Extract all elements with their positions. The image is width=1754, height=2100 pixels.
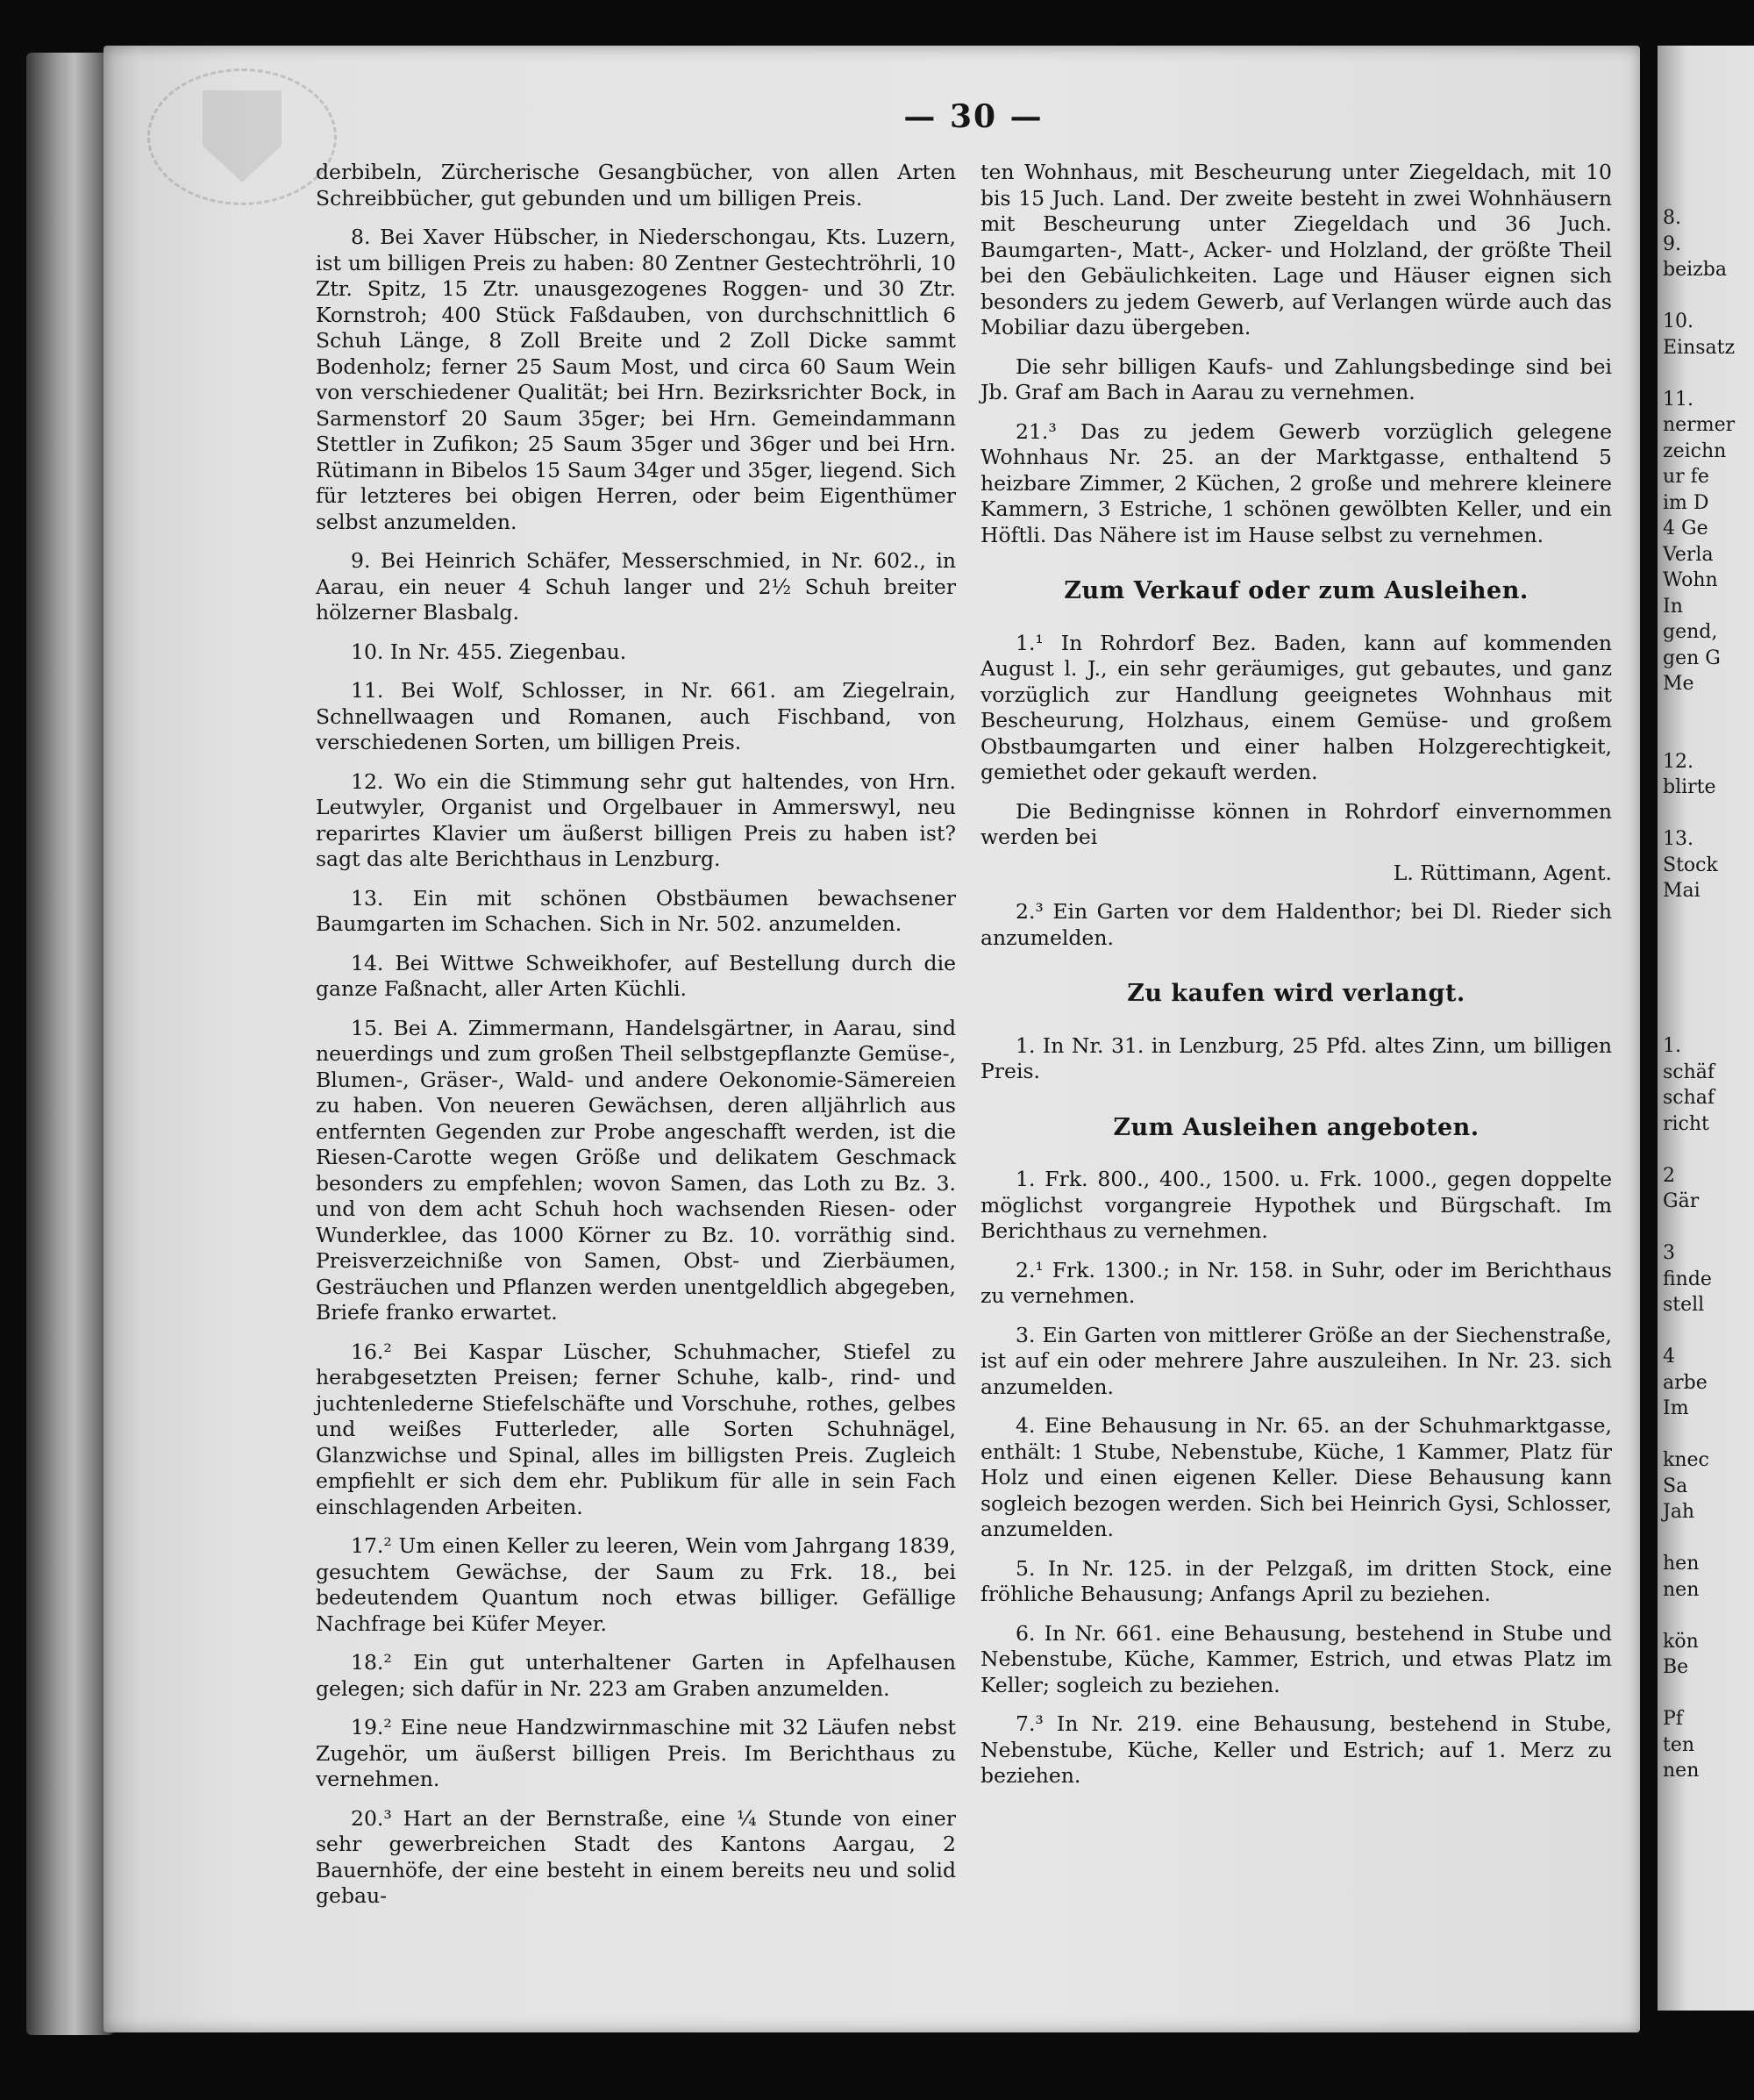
edge-text-line: 8. [1663, 207, 1681, 229]
edge-text-line [1663, 1215, 1735, 1241]
notice-paragraph: 8. Bei Xaver Hübscher, in Niederschongau, Kts. Luzern, ist um billigen Preis zu haben: 80 Zentner Gestechtröhrli, 10 Ztr. Spitz, 15 Ztr. unausgezogenes Roggen- und 30 Ztr. Kornstroh; 400 Stück Faßdauben, von durchschnittlich 6 Schuh Länge, 8 Zoll Breite und 2 Zoll Dicke sammt Bodenholz; ferner 25 Saum Most, und circa 60 Saum Wein von verschiedener Qualität; bei Hrn. Bezirksrichter Bock, in Sarmenstorf 20 Saum 35ger; bei Hrn. Gemeindammann Stettler in Zufikon; 25 Saum 35ger und 36ger und bei Hrn. Rütimann in Bibelos 15 Saum 34ger und 35ger, liegend. Sich für letzteres bei obigen Herren, oder beim Eigenthümer selbst anzumelden. [316, 225, 956, 534]
edge-text-line: knec [1663, 1449, 1709, 1471]
notice-paragraph: 15. Bei A. Zimmermann, Handelsgärtner, in Aarau, sind neuerdings und zum großen Theil selbstgepflanzte Gemüse-, Blumen-, Gräser-, Wald- und andere Oekonomie-Sämereien zu haben. Von neueren Gewächsen, deren alljährlich aus entfernten Gegenden zur Probe angeschafft werden, ist die Riesen-Carotte wegen Größe und delikatem Geschmack besonders zu empfehlen; wovon Samen, das Loth zu Bz. 3. und von dem acht Schuh hoch wachsenden Riesen- oder Wunderklee, das 1000 Körner zu Bz. 10. vorräthig sind. Preisverzeichniße von Samen, Obst- und Zierbäumen, Gesträuchen und Pflanzen werden unentgeldlich abgegeben, Briefe franko erwartet. [316, 1015, 956, 1325]
section-heading: Zum Ausleihen angeboten. [1113, 1113, 1479, 1141]
edge-text-line: nen [1663, 1578, 1700, 1601]
edge-text-line: 4 [1663, 1346, 1675, 1368]
edge-text-line: Mai [1663, 880, 1701, 902]
edge-text-line: stell [1663, 1294, 1705, 1316]
edge-text-line [1663, 1318, 1735, 1345]
edge-text-line: nen [1663, 1760, 1700, 1782]
edge-text-line: 12. [1663, 750, 1693, 773]
notice-paragraph: 7.³ In Nr. 219. eine Behausung, bestehend in Stube, Nebenstube, Küche, Keller und Estrich; auf 1. Merz zu beziehen. [980, 1711, 1612, 1788]
edge-text-line: Gär [1663, 1190, 1700, 1212]
edge-text-line [1663, 283, 1735, 310]
edge-text-line: schäf [1663, 1061, 1715, 1083]
edge-text-line [1663, 361, 1735, 387]
edge-text-line: Stock [1663, 854, 1718, 876]
edge-text-line: kön [1663, 1630, 1699, 1653]
edge-text-line: Verla [1663, 543, 1714, 566]
edge-text-line: 9. [1663, 232, 1681, 255]
edge-text-line: 3 [1663, 1242, 1675, 1264]
notice-paragraph: 2.³ Ein Garten vor dem Haldenthor; bei Dl. Rieder sich anzumelden. [980, 899, 1612, 950]
adjacent-page-text [1663, 205, 1735, 1784]
notice-paragraph: 13. Ein mit schönen Obstbäumen bewachsener Baumgarten im Schachen. Sich in Nr. 502. anzumelden. [316, 885, 956, 936]
left-column [316, 160, 956, 1923]
section-heading: Zum Verkauf oder zum Ausleihen. [1064, 577, 1529, 604]
edge-text-line [1663, 904, 1735, 931]
edge-text-line: 13. [1663, 828, 1693, 850]
notice-paragraph: 19.² Eine neue Handzwirnmaschine mit 32 Läufen nebst Zugehör, um äußerst billigen Preis. Im Berichthaus zu vernehmen. [316, 1715, 956, 1791]
edge-text-line: In [1663, 595, 1683, 618]
edge-text-line: gend, [1663, 621, 1718, 643]
edge-text-line [1663, 956, 1735, 982]
edge-text-line [1663, 1008, 1735, 1034]
edge-text-line [1663, 982, 1735, 1008]
edge-text-line [1663, 1603, 1735, 1629]
notice-paragraph: 1.¹ In Rohrdorf Bez. Baden, kann auf kommenden August l. J., ein sehr geräumiges, gut gebautes, und ganz vorzüglich zur Handlung geeignetes Wohnhaus mit Bescheurung, Holzhaus, einem Gemüse- und großem Obstbaumgarten und einer halben Holzgerechtigkeit, gemiethet oder gekauft werden. [980, 630, 1612, 784]
edge-text-line: nermer [1663, 414, 1736, 436]
adjacent-page-edge [1658, 46, 1754, 2011]
edge-text-line [1663, 1422, 1735, 1448]
notice-paragraph: 14. Bei Wittwe Schweikhofer, auf Bestellung durch die ganze Faßnacht, aller Arten Küchli. [316, 950, 956, 1001]
stamp-shield-icon [203, 90, 282, 182]
edge-text-line [1663, 723, 1735, 749]
notice-paragraph: 4. Eine Behausung in Nr. 65. an der Schuhmarktgasse, enthält: 1 Stube, Nebenstube, Küche, 1 Kammer, Platz für Holz und einen eigenen Keller. Diese Behausung kann sogleich bezogen werden. Sich bei Heinrich Gysi, Schlosser, anzumelden. [980, 1413, 1612, 1541]
notice-paragraph: 17.² Um einen Keller zu leeren, Wein vom Jahrgang 1839, gesuchtem Gewächse, der Saum zu Frk. 18., bei bedeutendem Quantum noch etwas billiger. Gefällige Nachfrage bei Küfer Meyer. [316, 1533, 956, 1636]
notice-paragraph: 18.² Ein gut unterhaltener Garten in Apfelhausen gelegen; sich dafür in Nr. 223 am Graben anzumelden. [316, 1650, 956, 1701]
notice-paragraph: 5. In Nr. 125. in der Pelzgaß, im dritten Stock, eine fröhliche Behausung; Anfangs April zu beziehen. [980, 1555, 1612, 1606]
edge-text-line: ten [1663, 1733, 1695, 1756]
notice-paragraph: 10. In Nr. 455. Ziegenbau. [351, 639, 627, 664]
edge-text-line: 10. [1663, 311, 1693, 332]
edge-text-line: ur fe [1663, 466, 1709, 488]
notice-paragraph: 1. Frk. 800., 400., 1500. u. Frk. 1000., gegen doppelte möglichst vorgangreie Hypothek und Bürgschaft. Im Berichthaus zu vernehmen. [980, 1167, 1612, 1243]
edge-text-line: zeichn [1663, 439, 1727, 462]
notice-paragraph: 2.¹ Frk. 1300.; in Nr. 158. in Suhr, oder im Berichthaus zu vernehmen. [980, 1257, 1612, 1308]
notice-paragraph: 12. Wo ein die Stimmung sehr gut haltendes, von Hrn. Leutwyler, Organist und Orgelbauer in Ammerswyl, neu reparirtes Klavier um äußerst billigen Preis zu haben ist? sagt das alte Berichthaus in Lenzburg. [316, 768, 956, 871]
notice-paragraph: 9. Bei Heinrich Schäfer, Messerschmied, in Nr. 602., in Aarau, ein neuer 4 Schuh langer und 2½ Schuh breiter hölzerner Blasbalg. [316, 548, 956, 625]
notice-paragraph: Die Bedingnisse können in Rohrdorf einvernommen werden bei [980, 798, 1612, 849]
middle-column [980, 160, 1612, 1803]
edge-text-line: hen [1663, 1553, 1700, 1575]
book-spine [26, 53, 114, 2035]
edge-text-line [1663, 1681, 1735, 1707]
edge-text-line [1663, 697, 1735, 724]
notice-paragraph: Die sehr billigen Kaufs- und Zahlungsbedinge sind bei Jb. Graf am Bach in Aarau zu vernehmen. [980, 354, 1612, 404]
notice-paragraph: 3. Ein Garten von mittlerer Größe an der Siechenstraße, ist auf ein oder mehrere Jahre auszuleihen. In Nr. 23. sich anzumelden. [980, 1322, 1612, 1399]
edge-text-line: Einsatz [1663, 336, 1736, 359]
edge-text-line [1663, 1137, 1735, 1163]
edge-text-line: finde [1663, 1268, 1712, 1290]
signature-line: L. Rüttimann, Agent. [1393, 860, 1612, 885]
edge-text-line [1663, 1525, 1735, 1552]
edge-text-line: 4 Ge [1663, 518, 1708, 539]
edge-text-line: blirte [1663, 776, 1716, 798]
edge-text-line: Me [1663, 673, 1694, 695]
notice-paragraph: derbibeln, Zürcherische Gesangbücher, von allen Arten Schreibbücher, gut gebunden und um billigen Preis. [316, 160, 956, 211]
edge-text-line: 2 [1663, 1164, 1675, 1187]
edge-text-line: arbe [1663, 1371, 1708, 1394]
notice-paragraph: 16.² Bei Kaspar Lüscher, Schuhmacher, Stiefel zu herabgesetzten Preisen; ferner Schuhe, kalb-, rind- und juchtenlederne Stiefelschäfte und Vorschuhe, rothes, gelbes und weißes Futterleder, alle Sorten Schuhnägel, Glanzwichse und Spinal, alles im billigsten Preis. Zugleich empfiehlt er sich dem ehr. Publikum für alle in sein Fach einschlagenden Arbeiten. [316, 1339, 956, 1519]
edge-text-line: Be [1663, 1656, 1689, 1678]
notice-paragraph: 6. In Nr. 661. eine Behausung, bestehend in Stube und Nebenstube, Küche, Kammer, Estrich, und etwas Platz im Keller; sogleich zu beziehen. [980, 1620, 1612, 1697]
edge-text-line: Wohn [1663, 569, 1718, 591]
edge-text-line: Im [1663, 1397, 1689, 1419]
edge-text-line: 1. [1663, 1035, 1681, 1057]
notice-paragraph: 21.³ Das zu jedem Gewerb vorzüglich gelegene Wohnhaus Nr. 25. an der Marktgasse, enthaltend 5 heizbare Zimmer, 2 Küchen, 2 große und mehrere kleinere Kammern, 3 Estriche, 1 schönen gewölbten Keller, und ein Höftli. Das Nähere ist im Hause selbst zu vernehmen. [980, 418, 1612, 547]
edge-text-line [1663, 930, 1735, 956]
notice-paragraph: 1. In Nr. 31. in Lenzburg, 25 Pfd. altes Zinn, um billigen Preis. [980, 1032, 1612, 1083]
notice-paragraph: ten Wohnhaus, mit Bescheurung unter Ziegeldach, mit 10 bis 15 Juch. Land. Der zweite besteht in zwei Wohnhäusern mit Bescheurung unter Ziegeldach und 36 Juch. Baumgarten-, Matt-, Acker- und Holzland, der größte Theil bei den Gebäulichkeiten. Lage und Häuser eignen sich besonders zu jedem Gewerb, auf Verlangen würde auch das Mobiliar dazu übergeben. [980, 160, 1612, 339]
edge-text-line: richt [1663, 1112, 1709, 1135]
edge-text-line: Pf [1663, 1708, 1683, 1730]
edge-text-line: schaf [1663, 1087, 1715, 1109]
edge-text-line [1663, 801, 1735, 827]
notice-paragraph: 11. Bei Wolf, Schlosser, in Nr. 661. am Ziegelrain, Schnellwaagen und Romanen, auch Fischband, von verschiedenen Sorten, um billigen Preis. [316, 678, 956, 754]
edge-text-line: gen G [1663, 646, 1721, 669]
edge-text-line: beizba [1663, 259, 1727, 281]
edge-text-line: Sa [1663, 1475, 1688, 1497]
edge-text-line: im D [1663, 491, 1709, 514]
edge-text-line: Jah [1663, 1501, 1695, 1523]
library-stamp [147, 68, 337, 205]
notice-paragraph: 20.³ Hart an der Bernstraße, eine ¼ Stunde von einer sehr gewerbreichen Stadt des Kantons Aargau, 2 Bauernhöfe, der eine besteht in einem bereits neu und solid gebau- [316, 1805, 956, 1908]
edge-text-line: 11. [1663, 388, 1693, 411]
page-number: — 30 — [903, 98, 1044, 135]
section-heading: Zu kaufen wird verlangt. [1127, 980, 1465, 1007]
